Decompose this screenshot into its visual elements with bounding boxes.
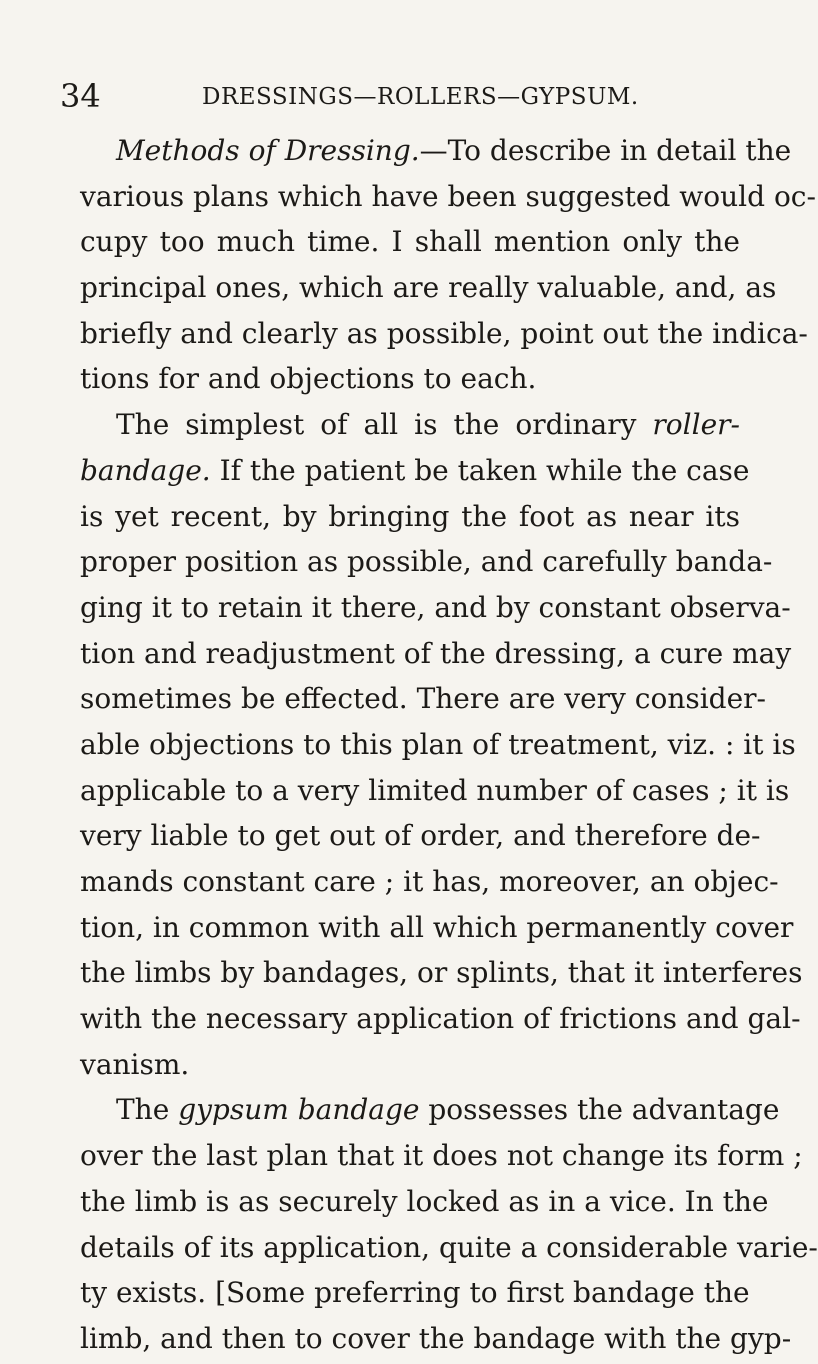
italic-term: roller- xyxy=(652,408,740,442)
italic-term: gypsum bandage xyxy=(178,1093,420,1127)
text-line xyxy=(80,722,796,768)
text-line xyxy=(80,1042,740,1088)
line-text: briefly and clearly as possible, point out the indica- xyxy=(80,316,808,350)
text-line xyxy=(80,1133,803,1179)
line-text: limb, and then to cover the bandage with the gyp- xyxy=(80,1321,792,1355)
line-text: cupy too much time. I shall mention only the xyxy=(80,225,740,259)
line-text: various plans which have been suggested would oc- xyxy=(80,179,816,213)
line-text: applicable to a very limited number of cases ; it is xyxy=(80,773,790,807)
text-line xyxy=(80,174,816,220)
line-text: vanism. xyxy=(80,1047,190,1081)
page-header xyxy=(60,76,750,116)
line-text: the limbs by bandages, or splints, that it interferes xyxy=(80,956,803,990)
text-line xyxy=(80,950,803,996)
text-line xyxy=(80,539,773,585)
line-text: mands constant care ; it has, moreover, an objec- xyxy=(80,865,779,898)
text-line xyxy=(80,402,740,448)
line-text: tion and readjustment of the dressing, a cure may xyxy=(80,636,792,670)
line-text: The simplest of all is the ordinary xyxy=(116,408,653,442)
line-text: the limb is as securely locked as in a vice. In the xyxy=(80,1184,769,1218)
line-text: with the necessary application of frictions and gal- xyxy=(80,1002,801,1036)
line-text: sometimes be effected. There are very consider- xyxy=(80,682,767,716)
text-line xyxy=(80,311,808,357)
text-line xyxy=(80,905,794,951)
line-text: ging it to retain it there, and by constant observa- xyxy=(80,590,791,624)
text-line xyxy=(80,1270,750,1316)
line-text: possesses the advantage xyxy=(419,1093,780,1127)
line-text: over the last plan that it does not change its form ; xyxy=(80,1139,803,1173)
line-text: proper position as possible, and carefully banda- xyxy=(80,545,773,579)
text-line xyxy=(80,1179,769,1225)
text-line xyxy=(80,676,767,722)
line-text: able objections to this plan of treatment, viz. : it is xyxy=(80,727,796,761)
line-text: very liable to get out of order, and therefore de- xyxy=(80,819,761,853)
line-text: tions for and objections to each. xyxy=(80,362,537,396)
line-text: ty exists. [Some preferring to first bandage the xyxy=(80,1276,750,1310)
line-text: details of its application, quite a considerable varie- xyxy=(80,1230,818,1264)
text-line xyxy=(80,631,792,677)
text-line xyxy=(80,356,740,402)
text-line xyxy=(80,1225,818,1271)
text-line xyxy=(80,128,792,174)
text-line xyxy=(80,448,750,494)
text-line xyxy=(80,1087,780,1133)
text-line xyxy=(80,768,790,814)
running-head: DRESSINGS—ROLLERS—GYPSUM. xyxy=(202,84,639,110)
text-line xyxy=(80,1316,792,1362)
text-line xyxy=(80,219,740,265)
section-title: Methods of Dressing. xyxy=(116,134,420,167)
line-text: principal ones, which are really valuable, and, as xyxy=(80,271,777,305)
line-text: The xyxy=(116,1093,179,1127)
text-line xyxy=(80,265,777,311)
line-text: tion, in common with all which permanently cover xyxy=(80,910,794,944)
body-text xyxy=(80,128,818,1362)
text-line xyxy=(80,859,779,905)
line-text: —To describe in detail the xyxy=(419,134,792,167)
page-number: 34 xyxy=(60,77,101,115)
text-line xyxy=(80,494,740,540)
italic-term: bandage. xyxy=(80,453,211,487)
text-line xyxy=(80,996,801,1042)
line-text: is yet recent, by bringing the foot as near its xyxy=(80,499,740,533)
text-line xyxy=(80,813,761,859)
line-text: If the patient be taken while the case xyxy=(210,453,750,487)
text-line xyxy=(80,585,791,631)
